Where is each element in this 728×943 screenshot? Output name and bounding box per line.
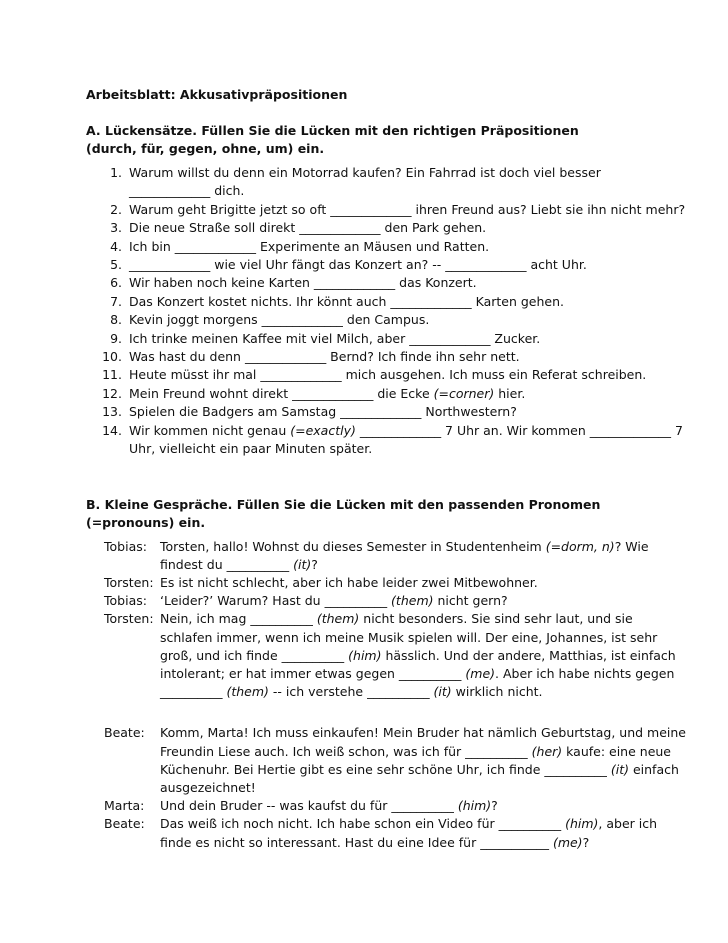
exercise-item bbox=[86, 293, 686, 311]
dialog-turn bbox=[86, 574, 686, 592]
speaker-line: Und dein Bruder -- was kaufst du für __________ (him)? bbox=[160, 798, 498, 814]
speaker-line: ‘Leider?’ Warum? Hast du __________ (them) nicht gern? bbox=[160, 593, 508, 609]
exercise-item bbox=[86, 256, 686, 274]
dialog-turn bbox=[86, 797, 686, 815]
worksheet bbox=[86, 86, 686, 852]
dialog-2 bbox=[86, 724, 686, 851]
speaker-name: Marta: bbox=[104, 798, 145, 814]
exercise-item bbox=[86, 403, 686, 421]
exercise-number: 1. bbox=[110, 165, 122, 180]
dialog-turn bbox=[86, 592, 686, 610]
exercise-number: 2. bbox=[110, 201, 122, 217]
exercise-item bbox=[86, 366, 686, 384]
exercise-text: Warum geht Brigitte jetzt so oft _____________ ihren Freund aus? Liebt sie ihn nicht mehr? bbox=[129, 201, 686, 217]
exercise-number: 7. bbox=[110, 293, 122, 309]
exercise-number: 10. bbox=[102, 349, 122, 365]
dialog-turn bbox=[86, 538, 686, 574]
section-a-heading bbox=[86, 122, 686, 158]
exercise-text: Warum willst du denn ein Motorrad kaufen? Ein Fahrrad ist doch viel besser _____________ dich. bbox=[129, 165, 601, 199]
exercise-number: 12. bbox=[102, 385, 122, 401]
exercise-number: 14. bbox=[102, 422, 122, 438]
dialog-turn bbox=[86, 815, 686, 851]
exercise-number: 4. bbox=[110, 238, 122, 254]
exercise-item bbox=[86, 422, 686, 459]
speaker-name: Beate: bbox=[104, 725, 145, 741]
speaker-name: Tobias: bbox=[104, 538, 147, 554]
exercise-text: Wir haben noch keine Karten _____________ das Konzert. bbox=[129, 275, 477, 291]
exercise-number: 5. bbox=[110, 257, 122, 273]
speaker-name: Tobias: bbox=[104, 593, 147, 609]
exercise-number: 6. bbox=[110, 275, 122, 291]
speaker-line: Torsten, hallo! Wohnst du dieses Semester in Studentenheim (=dorm, n)? Wie findest du __________ (it)? bbox=[160, 538, 649, 572]
exercise-number: 3. bbox=[110, 220, 122, 236]
exercise-text: Spielen die Badgers am Samstag _____________ Northwestern? bbox=[129, 404, 517, 420]
exercise-item bbox=[86, 385, 686, 403]
exercise-item bbox=[86, 330, 686, 348]
exercise-item bbox=[86, 274, 686, 292]
speaker-line: Komm, Marta! Ich muss einkaufen! Mein Bruder hat nämlich Geburtstag, und meine Freundin Liese auch. Ich weiß schon, was ich für __________ (her) kaufe: eine neue Küchenuhr. Bei Hertie gibt es eine sehr schöne Uhr, ich finde __________ (it) einfach ausgezeichnet! bbox=[160, 725, 686, 795]
exercise-number: 13. bbox=[102, 404, 122, 420]
speaker-line: Das weiß ich noch nicht. Ich habe schon ein Video für __________ (him), aber ich finde es nicht so interessant. Hast du eine Idee für ___________ (me)? bbox=[160, 816, 658, 850]
exercise-text: Das Konzert kostet nichts. Ihr könnt auch _____________ Karten gehen. bbox=[129, 293, 565, 309]
exercise-text: _____________ wie viel Uhr fängt das Konzert an? -- _____________ acht Uhr. bbox=[129, 257, 587, 273]
speaker-name: Torsten: bbox=[104, 611, 154, 627]
exercise-item bbox=[86, 311, 686, 329]
exercise-text: Was hast du denn _____________ Bernd? Ich finde ihn sehr nett. bbox=[129, 349, 520, 365]
exercise-text: Heute müsst ihr mal _____________ mich ausgehen. Ich muss ein Referat schreiben. bbox=[129, 367, 647, 383]
exercise-text: Ich trinke meinen Kaffee mit viel Milch, aber _____________ Zucker. bbox=[129, 330, 541, 346]
speaker-line: Nein, ich mag __________ (them) nicht besonders. Sie sind sehr laut, und sie schlafen immer, wenn ich meine Musik spielen will. Der eine, Johannes, ist sehr groß, und ich finde __________ (him) hässlich. Und der andere, Matthias, ist einfach intolerant; er hat immer etwas gegen __________ (me). Aber ich habe nichts gegen __________ (them) -- ich verstehe __________ (it) wirklich nicht. bbox=[160, 611, 676, 700]
exercise-item bbox=[86, 201, 686, 219]
exercise-number: 11. bbox=[102, 367, 122, 383]
exercise-text: Wir kommen nicht genau (=exactly) _____________ 7 Uhr an. Wir kommen _____________ 7 Uhr, vielleicht ein paar Minuten später. bbox=[129, 422, 683, 457]
exercise-number: 9. bbox=[110, 330, 122, 346]
dialog-turn bbox=[86, 610, 686, 701]
section-a-heading-line2: (durch, für, gegen, ohne, um) ein. bbox=[86, 141, 325, 156]
speaker-name: Beate: bbox=[104, 816, 145, 832]
section-b-heading: B. Kleine Gespräche. Füllen Sie die Lücken mit den passenden Pronomen (=pronouns) ein. bbox=[86, 496, 601, 530]
exercise-text: Die neue Straße soll direkt _____________ den Park gehen. bbox=[129, 220, 487, 236]
speaker-line: Es ist nicht schlecht, aber ich habe leider zwei Mitbewohner. bbox=[160, 574, 538, 590]
exercise-number: 8. bbox=[110, 312, 122, 328]
exercise-text: Kevin joggt morgens _____________ den Campus. bbox=[129, 312, 430, 328]
exercise-item bbox=[86, 164, 686, 201]
exercise-text: Mein Freund wohnt direkt _____________ die Ecke (=corner) hier. bbox=[129, 385, 526, 401]
section-a-heading-line1: A. Lückensätze. Füllen Sie die Lücken mit den richtigen Präpositionen bbox=[86, 123, 579, 138]
exercise-item bbox=[86, 348, 686, 366]
exercise-text: Ich bin _____________ Experimente an Mäusen und Ratten. bbox=[129, 238, 490, 254]
worksheet-title: Arbeitsblatt: Akkusativpräpositionen bbox=[86, 87, 348, 102]
exercise-item bbox=[86, 219, 686, 237]
dialog-1 bbox=[86, 538, 686, 702]
speaker-name: Torsten: bbox=[104, 574, 154, 590]
exercise-list bbox=[86, 164, 686, 459]
dialog-turn bbox=[86, 724, 686, 797]
exercise-item bbox=[86, 238, 686, 256]
